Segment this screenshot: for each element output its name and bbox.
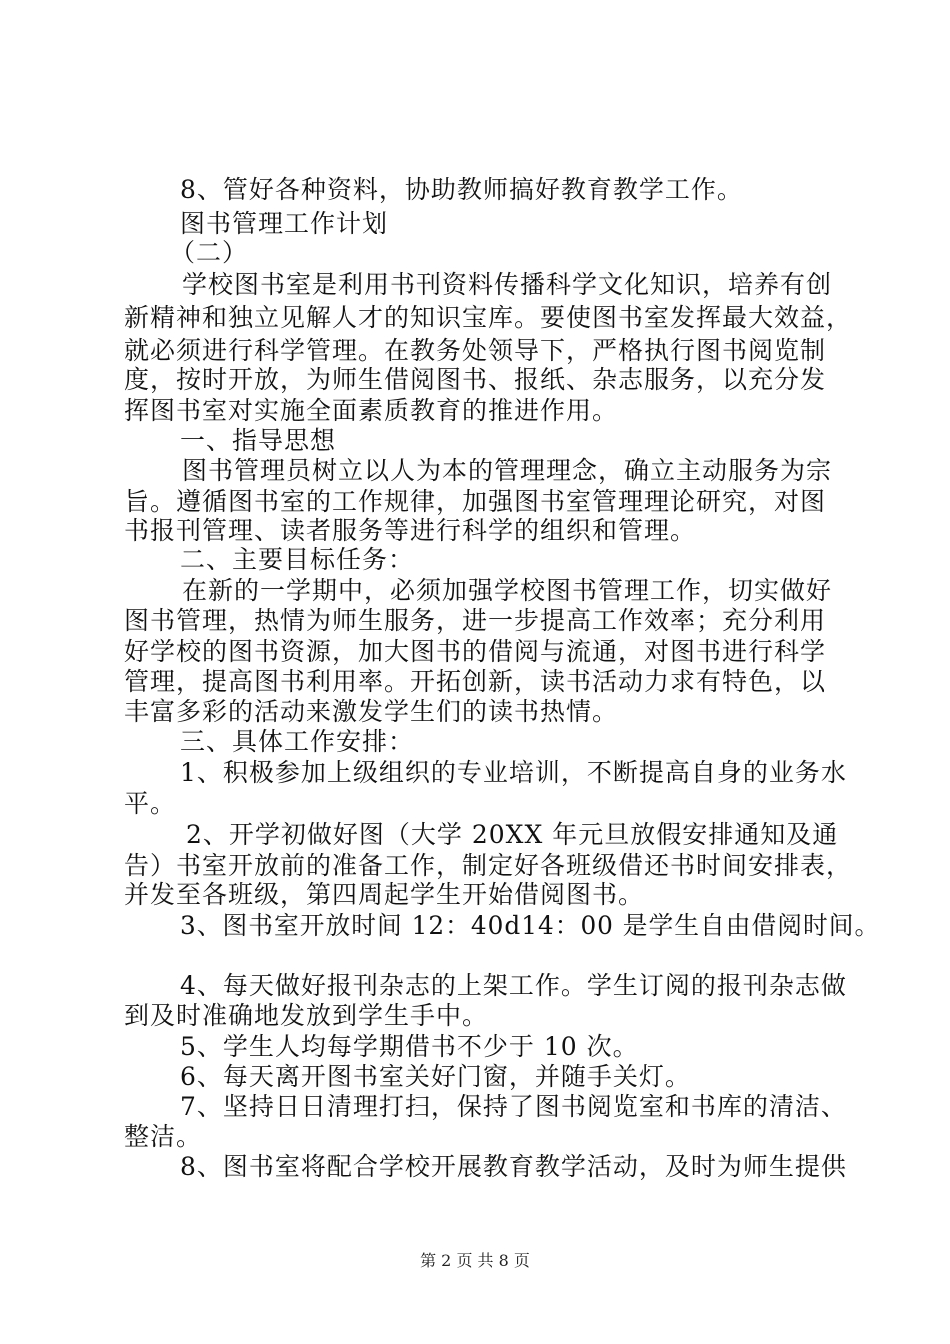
text-line: 旨。遵循图书室的工作规律，加强图书室管理理论研究，对图 [124, 487, 827, 516]
list-item: 3、图书室开放时间 12：40d14：00 是学生自由借阅时间。 [180, 911, 881, 940]
text-line: 丰富多彩的活动来激发学生们的读书热情。 [124, 697, 619, 726]
text-line: 并发至各班级，第四周起学生开始借阅图书。 [124, 880, 645, 909]
list-item: 6、每天离开图书室关好门窗，并随手关灯。 [180, 1062, 691, 1091]
list-item: 2、开学初做好图（大学 20XX 年元旦放假安排通知及通 [186, 820, 839, 849]
list-item: 5、学生人均每学期借书不少于 10 次。 [180, 1032, 639, 1061]
heading-guiding-ideas: 一、指导思想 [180, 426, 337, 455]
text-line: 到及时准确地发放到学生手中。 [124, 1001, 489, 1030]
text-line: 平。 [124, 789, 177, 818]
list-item: 1、积极参加上级组织的专业培训，不断提高自身的业务水 [180, 758, 847, 787]
list-item: 4、每天做好报刊杂志的上架工作。学生订阅的报刊杂志做 [180, 971, 847, 1000]
text-line: 新精神和独立见解人才的知识宝库。要使图书室发挥最大效益， [124, 303, 853, 332]
text-line: 图书管理员树立以人为本的管理理念，确立主动服务为宗 [182, 456, 833, 485]
text-line: 书报刊管理、读者服务等进行科学的组织和管理。 [124, 516, 697, 545]
text-line: 挥图书室对实施全面素质教育的推进作用。 [124, 396, 619, 425]
list-item: 7、坚持日日清理打扫，保持了图书阅览室和书库的清洁、 [180, 1092, 847, 1121]
text-line: 整洁。 [124, 1122, 203, 1151]
text-line: 8、管好各种资料，协助教师搞好教育教学工作。 [180, 175, 743, 204]
text-line: 在新的一学期中，必须加强学校图书管理工作，切实做好 [182, 576, 833, 605]
heading-main-goals: 二、主要目标任务： [180, 545, 415, 574]
list-item: 8、图书室将配合学校开展教育教学活动，及时为师生提供 [180, 1152, 847, 1181]
text-line: 就必须进行科学管理。在教务处领导下，严格执行图书阅览制 [124, 336, 827, 365]
section-title: 图书管理工作计划 [180, 209, 389, 238]
text-line: 告）书室开放前的准备工作，制定好各班级借还书时间安排表， [124, 851, 853, 880]
heading-work-arrangement: 三、具体工作安排： [180, 727, 415, 756]
section-subtitle: （二） [170, 238, 249, 267]
text-line: 好学校的图书资源，加大图书的借阅与流通，对图书进行科学 [124, 637, 827, 666]
text-line: 度，按时开放，为师生借阅图书、报纸、杂志服务，以充分发 [124, 365, 827, 394]
page-footer: 第 2 页 共 8 页 [420, 1251, 530, 1270]
text-line: 管理，提高图书利用率。开拓创新，读书活动力求有特色，以 [124, 667, 827, 696]
text-line: 学校图书室是利用书刊资料传播科学文化知识，培养有创 [182, 270, 833, 299]
text-line: 图书管理，热情为师生服务，进一步提高工作效率；充分利用 [124, 606, 827, 635]
